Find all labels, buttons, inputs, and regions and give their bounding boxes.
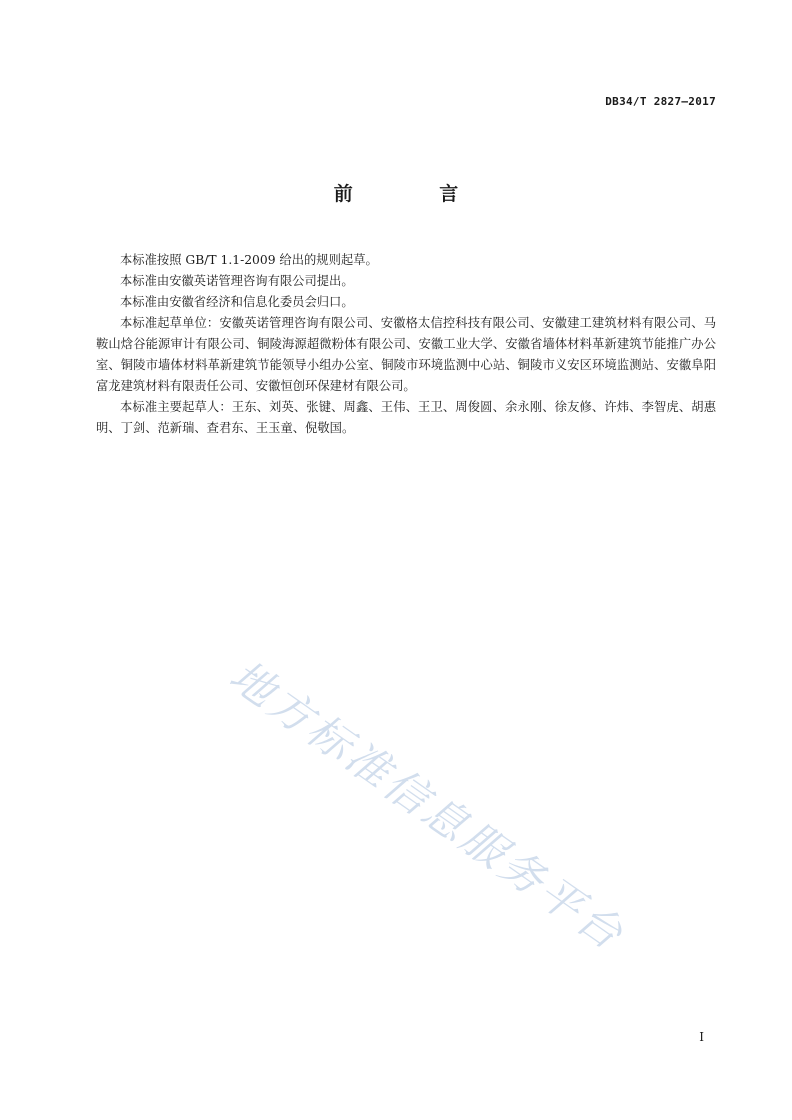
document-body [96, 250, 716, 439]
page-title: 前 言 [333, 183, 499, 205]
paragraph-drafting-units: 本标准起草单位：安徽英诺管理咨询有限公司、安徽格太信控科技有限公司、安徽建工建筑材料有限公司、马鞍山焓谷能源审计有限公司、铜陵海源超微粉体有限公司、安徽工业大学、安徽省墙体材料革新建筑节能推广办公室、铜陵市墙体材料革新建筑节能领导小组办公室、铜陵市环境监测中心站、铜陵市义安区环境监测站、安徽阜阳富龙建筑材料有限责任公司、安徽恒创环保建材有限公司。 [96, 316, 716, 393]
watermark: 地方标准信息服务平台 [220, 650, 634, 962]
paragraph-administrator: 本标准由安徽省经济和信息化委员会归口。 [120, 295, 354, 309]
paragraph-proposer: 本标准由安徽英诺管理咨询有限公司提出。 [120, 274, 354, 288]
standard-code: DB34/T 2827—2017 [605, 95, 716, 108]
paragraph-drafting-rules: 本标准按照 GB/T 1.1-2009 给出的规则起草。 [120, 253, 378, 267]
page-number: I [699, 1030, 704, 1044]
paragraph-drafters: 本标准主要起草人：王东、刘英、张键、周鑫、王伟、王卫、周俊圆、余永刚、徐友修、许炜、李智虎、胡惠明、丁剑、范新瑞、查君东、王玉童、倪敬国。 [96, 400, 716, 435]
